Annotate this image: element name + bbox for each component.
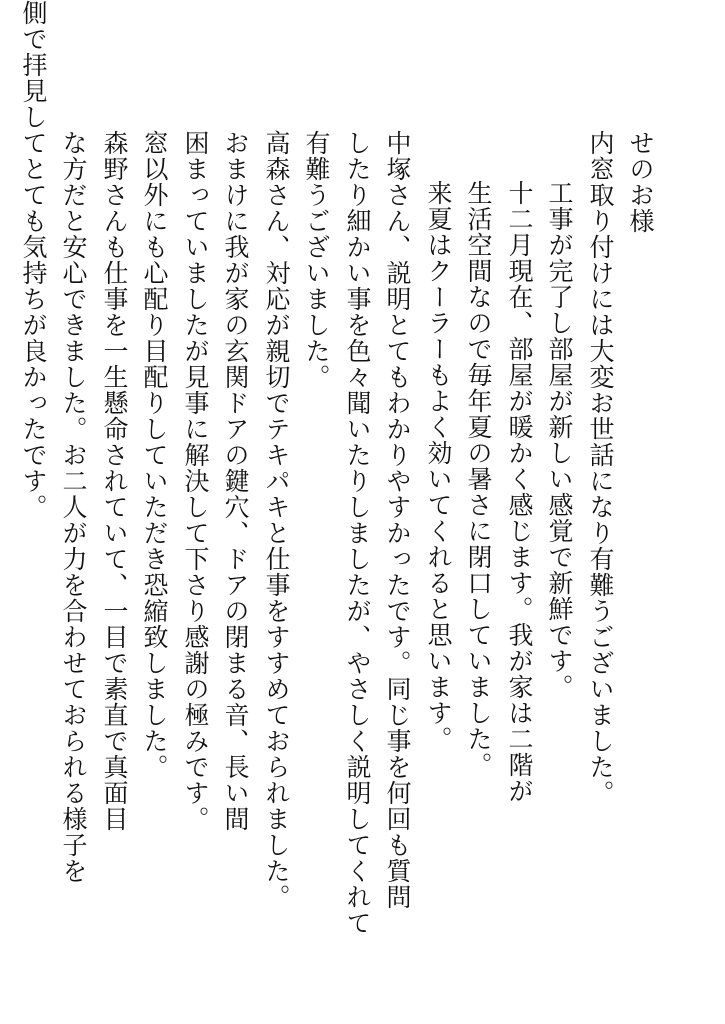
letter-line: 中塚さん、説明とてもわかりやすかったです。同じ事を何回も質問	[383, 130, 412, 910]
letter-line: 十二月現在、部屋が暖かく感じます。我が家は二階が	[505, 180, 534, 804]
letter-line: したり細かい事を色々聞いたりしましたが、やさしく説明してくれて	[343, 130, 372, 936]
letter-line: 高森さん、対応が親切でテキパキと仕事をすすめておられました。	[262, 130, 291, 910]
letter-line: 内窓取り付けには大変お世話になり有難うございました。	[586, 130, 615, 806]
letter-line: 困まっていましたが見事に解決して下さり感謝の極みです。	[181, 130, 210, 832]
letter-line: 有難うございました。	[302, 130, 331, 390]
letter-line: 森野さんも仕事を一生懸命されていて、一目で素直で真面目	[100, 130, 129, 832]
salutation: せのお様	[626, 130, 655, 234]
letter-line: 来夏はクーラーもよく効いてくれると思います。	[424, 180, 453, 752]
letter-line: 生活空間なので毎年夏の暑さに閉口していました。	[464, 180, 493, 778]
letter-line: 工事が完了し部屋が新しい感覚で新鮮です。	[545, 180, 574, 700]
letter-line: 窓以外にも心配り目配りしていただき恐縮致しました。	[140, 130, 169, 780]
letter-line: な方だと安心できました。お二人が力を合わせておられる様子を	[59, 130, 88, 884]
letter-line: おまけに我が家の玄関ドアの鍵穴、ドアの閉まる音、長い間	[221, 130, 250, 832]
letter-line: 側で拝見してとても気持ちが良かったです。	[19, 0, 48, 520]
